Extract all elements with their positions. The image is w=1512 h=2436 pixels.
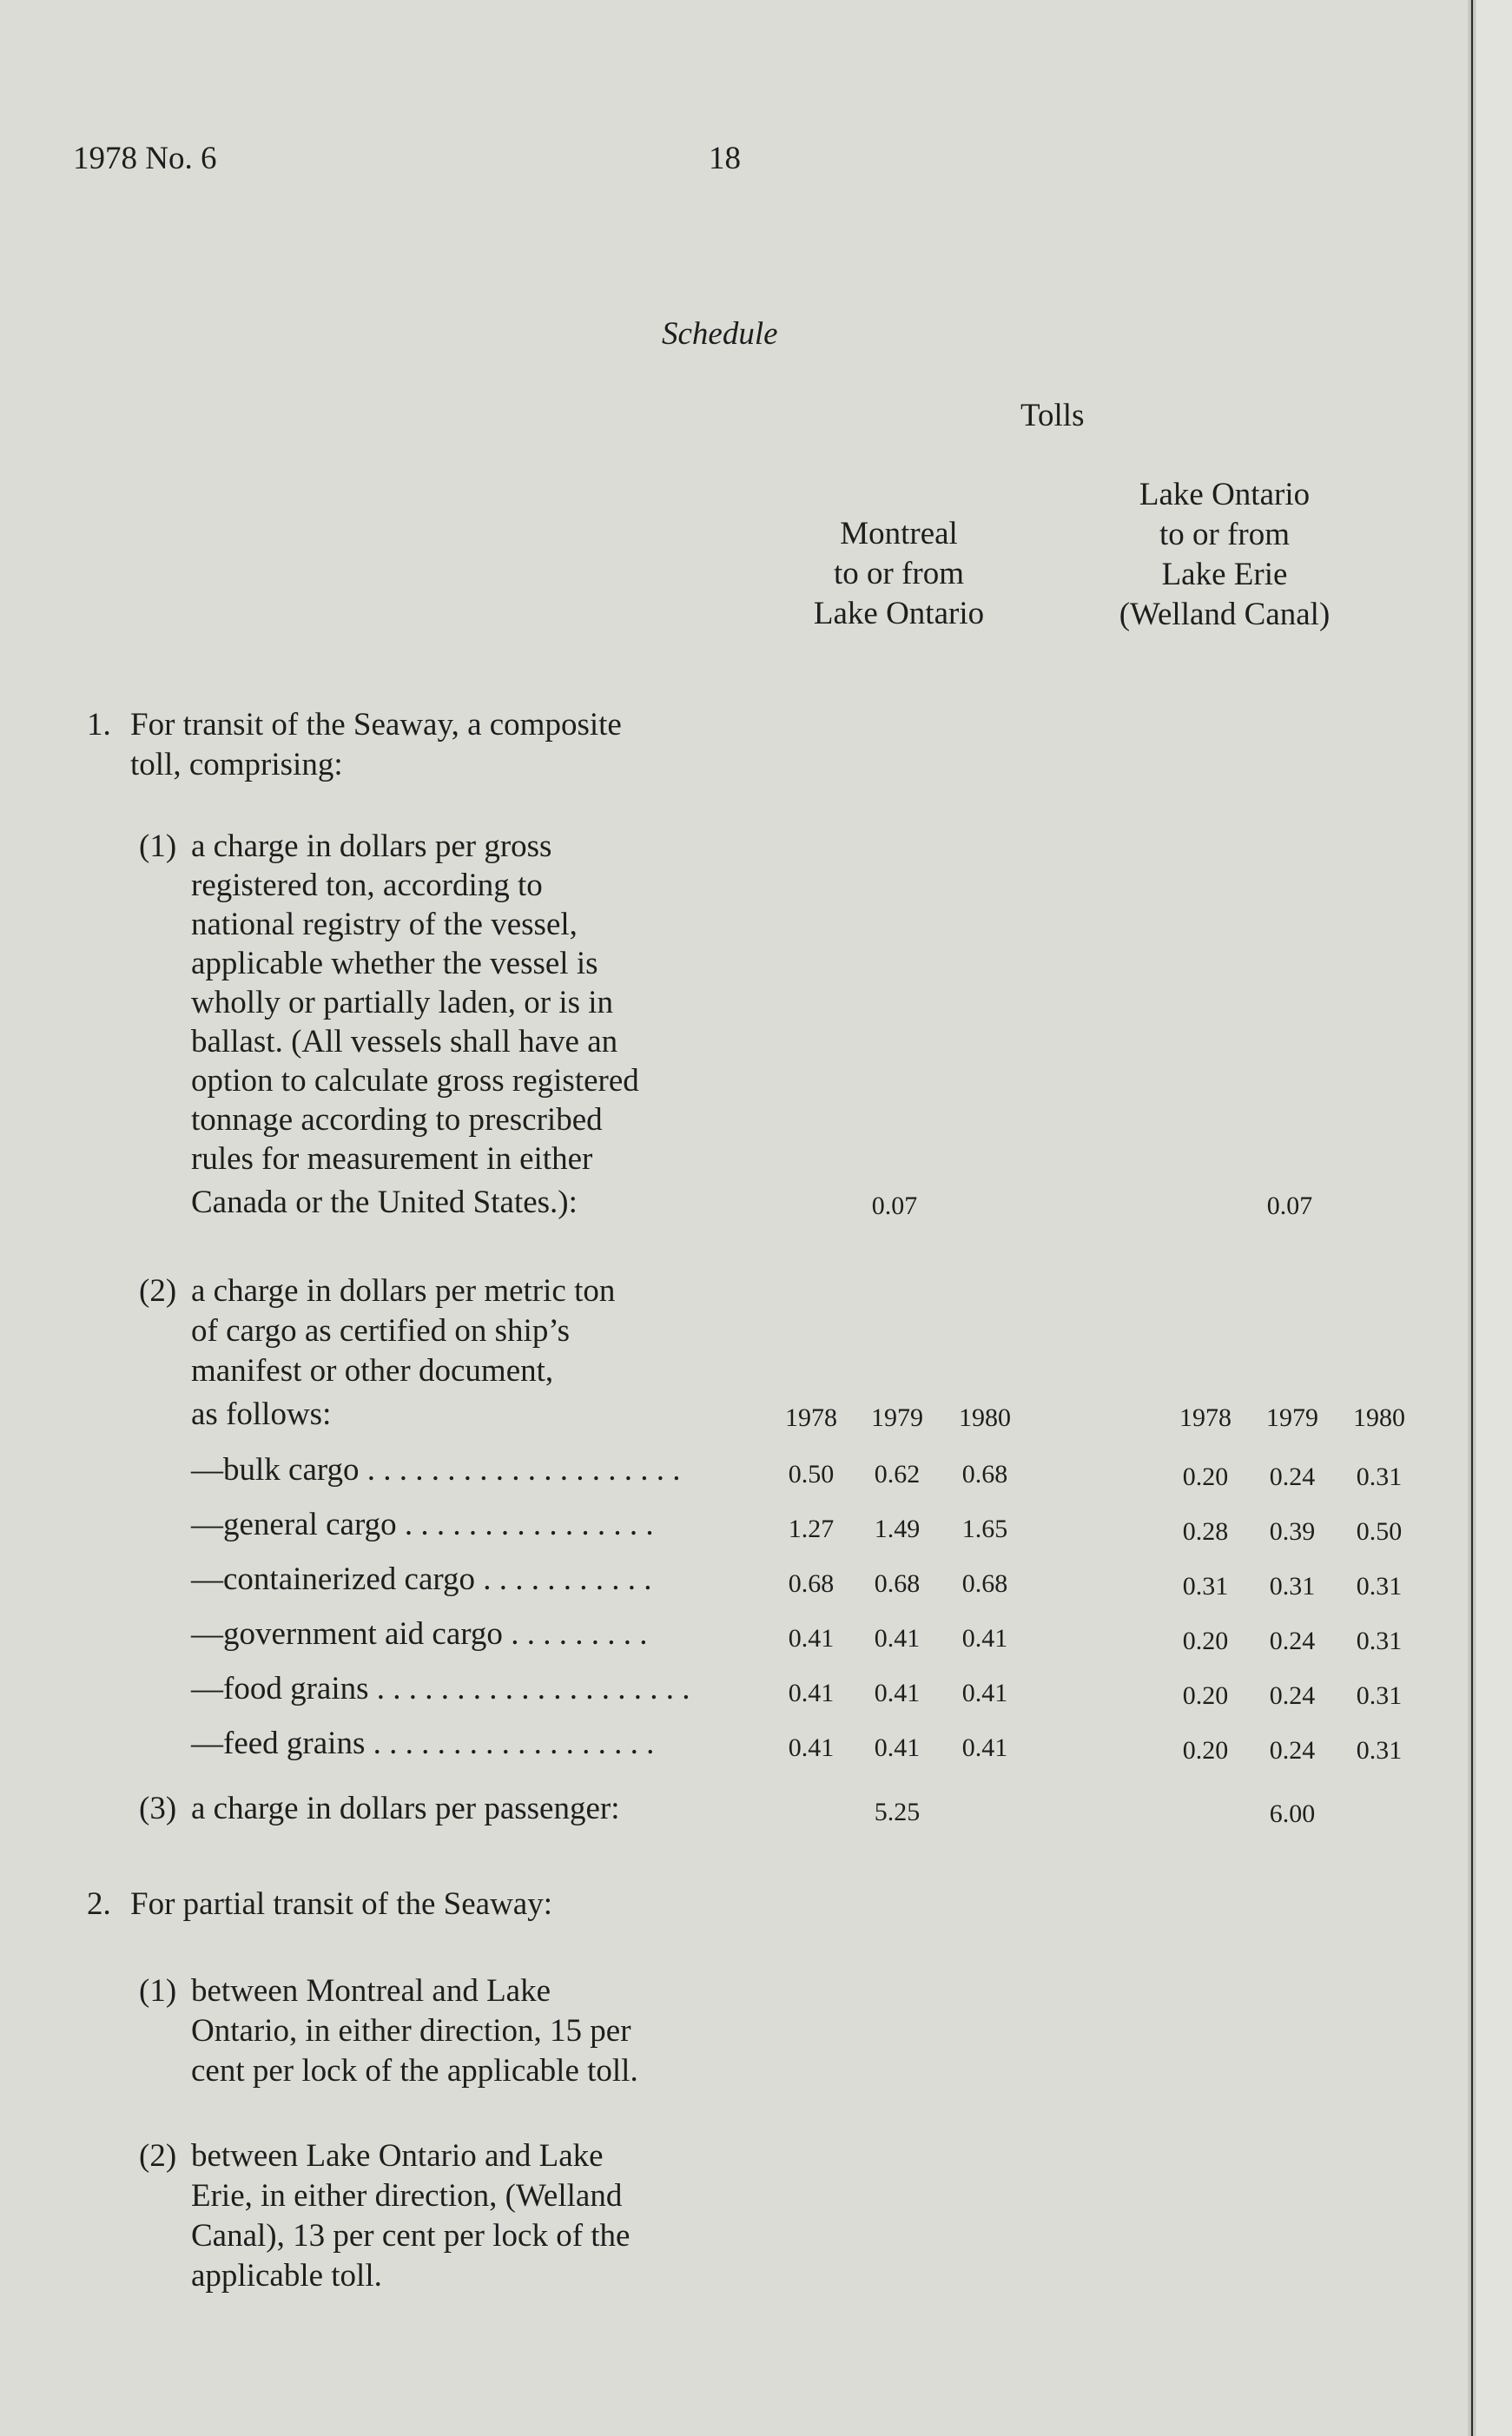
toll-cell: 0.68	[961, 1569, 1008, 1598]
schedule-title: Schedule	[662, 316, 778, 352]
toll-cell: 0.28	[1182, 1517, 1229, 1546]
item-text-line: tonnage according to prescribed	[191, 1102, 603, 1138]
year-header: 1979	[1266, 1403, 1318, 1432]
cargo-label: —government aid cargo	[191, 1616, 503, 1652]
toll-cell: 0.31	[1269, 1572, 1316, 1601]
year-header: 1980	[1353, 1403, 1405, 1432]
page-edge	[1476, 0, 1512, 2436]
cargo-label: —general cargo	[191, 1507, 397, 1542]
toll-cell: 0.24	[1269, 1681, 1316, 1710]
column-header-line: to or from	[1159, 517, 1291, 552]
leader-dots: . . . . . . . . . . . . . . . . . .	[365, 1726, 655, 1761]
toll-cell: 0.31	[1356, 1736, 1403, 1765]
toll-cell: 0.31	[1356, 1462, 1403, 1491]
toll-value-lake-erie: 0.07	[1266, 1192, 1313, 1220]
item-text-line: Canada or the United States.):	[191, 1185, 578, 1220]
leader-dots: . . . . . . . . . . .	[475, 1561, 652, 1597]
toll-cell: 1.65	[961, 1515, 1008, 1543]
toll-cell: 0.68	[788, 1569, 835, 1598]
toll-cell: 0.41	[874, 1679, 921, 1707]
toll-value-montreal: 0.07	[871, 1192, 918, 1220]
section-text-line: toll, comprising:	[130, 747, 343, 782]
page-number: 18	[709, 141, 741, 176]
toll-cell: 0.41	[961, 1679, 1008, 1707]
toll-cell: 0.20	[1182, 1462, 1229, 1491]
item-text-line: rules for measurement in either	[191, 1141, 593, 1177]
item-text-line: between Lake Ontario and Lake	[191, 2138, 604, 2174]
toll-cell: 0.41	[961, 1733, 1008, 1762]
item-text-line: Canal), 13 per cent per lock of the	[191, 2218, 631, 2254]
year-header: 1978	[785, 1403, 837, 1432]
document-reference: 1978 No. 6	[73, 141, 217, 176]
toll-cell: 0.24	[1269, 1736, 1316, 1765]
toll-cell: 0.20	[1182, 1681, 1229, 1710]
leader-dots: . . . . . . . . . . . . . . . .	[396, 1507, 654, 1542]
leader-dots: . . . . . . . . .	[502, 1616, 648, 1652]
item-text-line: a charge in dollars per passenger:	[191, 1791, 620, 1826]
leader-dots: . . . . . . . . . . . . . . . . . . . .	[368, 1671, 690, 1707]
item-text-line: a charge in dollars per metric ton	[191, 1273, 616, 1309]
toll-cell: 0.31	[1182, 1572, 1229, 1601]
item-number: (1)	[139, 1973, 177, 2009]
item-text-line: option to calculate gross registered	[191, 1063, 639, 1099]
column-header-line: Lake Ontario	[1139, 477, 1311, 512]
item-number: (2)	[139, 1273, 177, 1309]
year-header: 1980	[959, 1403, 1011, 1432]
section-number: 1.	[87, 707, 111, 743]
toll-cell: 1.27	[788, 1515, 835, 1543]
toll-cell: 0.20	[1182, 1627, 1229, 1655]
toll-cell: 1.49	[874, 1515, 921, 1543]
column-header-line: Lake Ontario	[813, 596, 985, 631]
item-text-line: ballast. (All vessels shall have an	[191, 1024, 618, 1060]
toll-cell: 0.62	[874, 1460, 921, 1489]
tolls-heading: Tolls	[1020, 398, 1085, 433]
item-number: (3)	[139, 1791, 177, 1826]
item-text-line: Erie, in either direction, (Welland	[191, 2178, 623, 2214]
toll-cell: 0.41	[788, 1679, 835, 1707]
toll-cell: 0.68	[874, 1569, 921, 1598]
toll-cell: 0.50	[1356, 1517, 1403, 1546]
year-header: 1978	[1179, 1403, 1231, 1432]
toll-cell: 0.20	[1182, 1736, 1229, 1765]
toll-cell: 0.24	[1269, 1462, 1316, 1491]
section-text-line: For partial transit of the Seaway:	[130, 1886, 553, 1922]
item-text-line: cent per lock of the applicable toll.	[191, 2053, 638, 2089]
toll-cell: 0.24	[1269, 1627, 1316, 1655]
leader-dots: . . . . . . . . . . . . . . . . . . . .	[359, 1452, 681, 1488]
item-text-line: national registry of the vessel,	[191, 907, 578, 942]
item-text-line: wholly or partially laden, or is in	[191, 985, 614, 1020]
column-header-line: Montreal	[840, 516, 958, 551]
toll-cell: 0.31	[1356, 1627, 1403, 1655]
cargo-label: —containerized cargo	[191, 1561, 476, 1597]
item-text-line: as follows:	[191, 1396, 332, 1432]
item-text-line: manifest or other document,	[191, 1353, 554, 1389]
toll-cell: 0.41	[874, 1733, 921, 1762]
section-number: 2.	[87, 1886, 111, 1922]
item-text-line: between Montreal and Lake	[191, 1973, 551, 2009]
column-header-line: to or from	[833, 556, 965, 591]
column-header-line: Lake Erie	[1161, 557, 1288, 592]
item-text-line: Ontario, in either direction, 15 per	[191, 2013, 631, 2049]
item-text-line: registered ton, according to	[191, 868, 543, 903]
toll-cell: 0.41	[874, 1624, 921, 1653]
toll-cell: 0.50	[788, 1460, 835, 1489]
item-text-line: a charge in dollars per gross	[191, 829, 552, 864]
toll-cell: 0.41	[788, 1624, 835, 1653]
item-number: (1)	[139, 829, 177, 864]
toll-cell: 0.41	[788, 1733, 835, 1762]
cargo-label: —feed grains	[191, 1726, 366, 1761]
item-text-line: applicable toll.	[191, 2258, 382, 2294]
toll-cell: 0.31	[1356, 1681, 1403, 1710]
toll-value-lake-erie: 6.00	[1269, 1799, 1316, 1828]
year-header: 1979	[871, 1403, 923, 1432]
item-number: (2)	[139, 2138, 177, 2174]
item-text-line: applicable whether the vessel is	[191, 946, 598, 981]
cargo-label: —food grains	[191, 1671, 369, 1707]
item-text-line: of cargo as certified on ship’s	[191, 1313, 570, 1349]
toll-cell: 0.68	[961, 1460, 1008, 1489]
cargo-label: —bulk cargo	[191, 1452, 360, 1488]
section-text-line: For transit of the Seaway, a composite	[130, 707, 622, 743]
toll-cell: 0.31	[1356, 1572, 1403, 1601]
toll-cell: 0.41	[961, 1624, 1008, 1653]
toll-value-montreal: 5.25	[874, 1798, 921, 1826]
column-header-line: (Welland Canal)	[1119, 597, 1330, 632]
toll-cell: 0.39	[1269, 1517, 1316, 1546]
binding-line	[1471, 0, 1473, 2436]
